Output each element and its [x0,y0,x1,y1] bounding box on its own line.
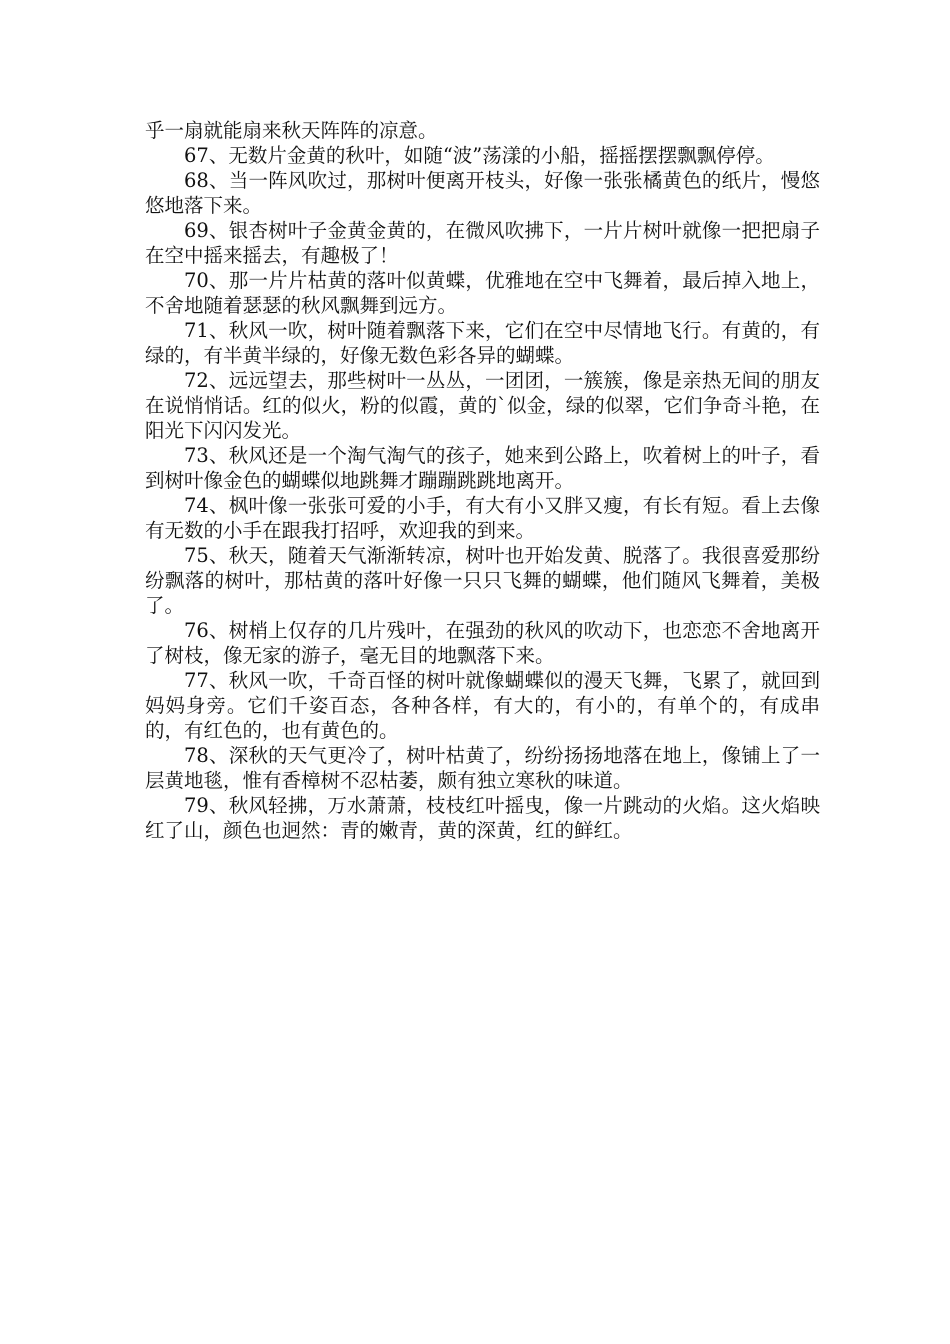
paragraph-76: 76、树梢上仅存的几片残叶，在强劲的秋风的吹动下，也恋恋不舍地离开了树枝，像无家的游子，毫无目的地飘落下来。 [145,619,820,667]
paragraph-70: 70、那一片片枯黄的落叶似黄蝶，优雅地在空中飞舞着，最后掉入地上，不舍地随着瑟瑟的秋风飘舞到远方。 [145,269,820,317]
paragraph-67: 67、无数片金黄的秋叶，如随“波”荡漾的小船，摇摇摆摆飘飘停停。 [184,144,775,167]
document-body [145,118,820,843]
paragraph-68: 68、当一阵风吹过，那树叶便离开枝头，好像一张张橘黄色的纸片，慢悠悠地落下来。 [145,169,820,217]
paragraph-72: 72、远远望去，那些树叶一丛丛，一团团，一簇簇，像是亲热无间的朋友在说悄悄话。红的似火，粉的似霞，黄的`似金，绿的似翠，它们争奇斗艳，在阳光下闪闪发光。 [145,369,820,442]
paragraph-71: 71、秋风一吹，树叶随着飘落下来，它们在空中尽情地飞行。有黄的，有绿的，有半黄半绿的，好像无数色彩各异的蝴蝶。 [145,319,820,367]
paragraph-78: 78、深秋的天气更冷了，树叶枯黄了，纷纷扬扬地落在地上，像铺上了一层黄地毯，惟有香樟树不忍枯萎，颇有独立寒秋的味道。 [145,744,820,792]
paragraph-77: 77、秋风一吹，千奇百怪的树叶就像蝴蝶似的漫天飞舞，飞累了，就回到妈妈身旁。它们千姿百态，各种各样，有大的，有小的，有单个的，有成串的，有红色的，也有黄色的。 [145,669,820,742]
paragraph-73: 73、秋风还是一个淘气淘气的孩子，她来到公路上，吹着树上的叶子，看到树叶像金色的蝴蝶似地跳舞才蹦蹦跳跳地离开。 [145,444,820,492]
paragraph-74: 74、枫叶像一张张可爱的小手，有大有小又胖又瘦，有长有短。看上去像有无数的小手在跟我打招呼，欢迎我的到来。 [145,494,820,542]
paragraph-69: 69、银杏树叶子金黄金黄的，在微风吹拂下，一片片树叶就像一把把扇子在空中摇来摇去，有趣极了！ [145,219,820,267]
paragraph-79: 79、秋风轻拂，万水萧萧，枝枝红叶摇曳，像一片跳动的火焰。这火焰映红了山，颜色也迥然：青的嫩青，黄的深黄，红的鲜红。 [145,794,820,842]
paragraph-75: 75、秋天，随着天气渐渐转凉，树叶也开始发黄、脱落了。我很喜爱那纷纷飘落的树叶，那枯黄的落叶好像一只只飞舞的蝴蝶，他们随风飞舞着，美极了。 [145,544,820,617]
paragraph-continued: 乎一扇就能扇来秋天阵阵的凉意。 [145,119,438,142]
